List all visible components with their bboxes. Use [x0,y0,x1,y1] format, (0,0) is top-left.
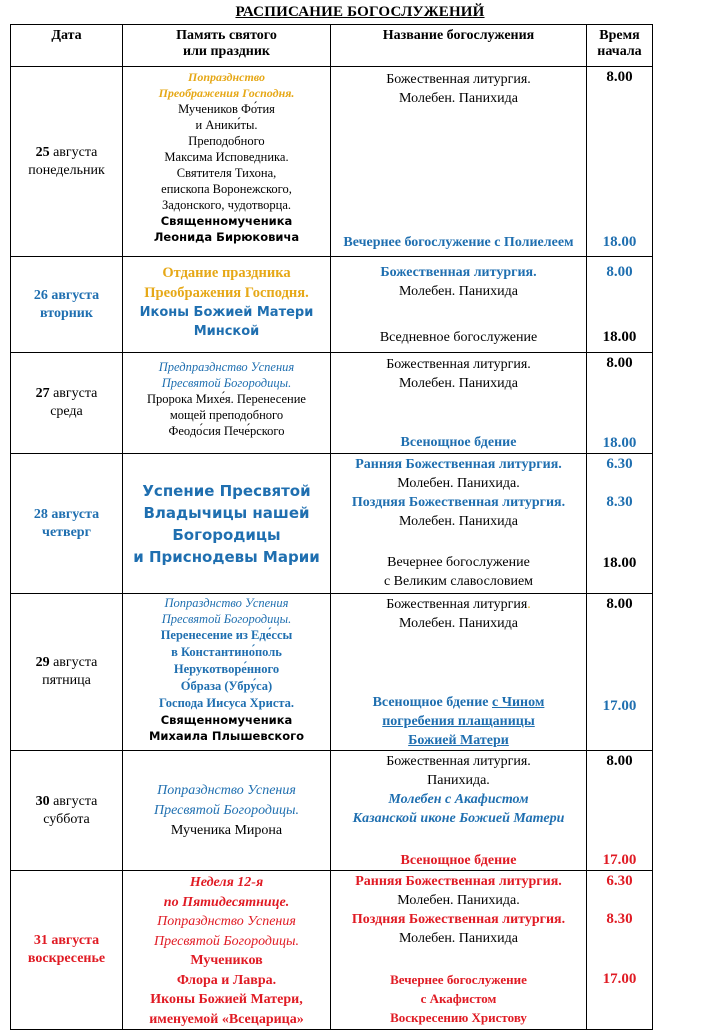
date-cell: 28 августа четверг [11,454,123,594]
memory-cell: Неделя 12-я по Пятидесятнице. Попразднство Успения Пресвятой Богородицы. Мучеников Флора и Лавра. Иконы Божией Матери, именуемой «Всецарица» [123,871,331,1030]
header-date: Дата [11,25,123,67]
schedule-table [10,24,653,1030]
date-cell: 31 августа воскресенье [11,871,123,1030]
memory-cell: Попразднство Успения Пресвятой Богородицы. Мученика Мирона [123,751,331,871]
service-cell: Ранняя Божественная литургия. Молебен. Панихида. Поздняя Божественная литургия. Молебен. Панихида Вечернее богослужение с Великим славословием [331,454,587,594]
date-cell: 25 августа понедельник [11,67,123,257]
service-cell: Божественная литургия. Молебен. Панихида Вечернее богослужение с Полиелеем [331,67,587,257]
header-time: Время начала [587,25,653,67]
table-row [11,257,653,353]
service-cell: Божественная литургия. Панихида. Молебен с Акафистом Казанской иконе Божией Матери Всенощное бдение [331,751,587,871]
table-row [11,871,653,1030]
table-row [11,353,653,454]
table-row [11,67,653,257]
memory-cell: Успение Пресвятой Владычицы нашей Богородицы и Приснодевы Марии [123,454,331,594]
date-cell: 29 августа пятница [11,594,123,751]
time-cell: 8.00 18.00 [587,257,653,353]
date-cell: 26 августа вторник [11,257,123,353]
table-row [11,594,653,751]
header-memory: Память святого или праздник [123,25,331,67]
table-row [11,454,653,594]
service-cell: Божественная литургия. Молебен. Панихида Всенощное бдение [331,353,587,454]
service-cell: Божественная литургия. Молебен. Панихида Вседневное богослужение [331,257,587,353]
page-title: РАСПИСАНИЕ БОГОСЛУЖЕНИЙ [235,4,485,20]
memory-cell: Предпразднство Успения Пресвятой Богородицы. Пророка Михе́я. Перенесение мощей преподобного Феодо́сия Пече́рского [123,353,331,454]
date-cell: 27 августа среда [11,353,123,454]
memory-cell: Попразднство Успения Пресвятой Богородицы. Перенесение из Еде́ссы в Константино́поль Нерукотворе́нного О́браза (Убру́са) Господа Иисуса Христа. Священномученика Михаила Плышевского [123,594,331,751]
time-cell: 8.00 18.00 [587,67,653,257]
header-service: Название богослужения [331,25,587,67]
memory-cell: Отдание праздника Преображения Господня. Иконы Божией Матери Минской [123,257,331,353]
header-row [11,25,653,67]
date-cell: 30 августа суббота [11,751,123,871]
service-cell: Ранняя Божественная литургия. Молебен. Панихида. Поздняя Божественная литургия. Молебен. Панихида Вечернее богослужение с Акафистом Воскресению Христову [331,871,587,1030]
time-cell: 8.00 17.00 [587,751,653,871]
time-cell: 8.00 18.00 [587,353,653,454]
time-cell: 6.30 8.30 18.00 [587,454,653,594]
time-cell: 8.00 17.00 [587,594,653,751]
time-cell: 6.30 8.30 17.00 [587,871,653,1030]
table-row [11,751,653,871]
service-cell: Божественная литургия. Молебен. Панихида Всенощное бдение с Чином погребения плащаницы Божией Матери [331,594,587,751]
memory-cell: Попразднство Преображения Господня. Мучеников Фо́тия и Аники́ты. Преподобного Максима Исповедника. Святителя Тихона, епископа Воронежского, Задонского, чудотворца. Священномученика Леонида Бирюковича [123,67,331,257]
